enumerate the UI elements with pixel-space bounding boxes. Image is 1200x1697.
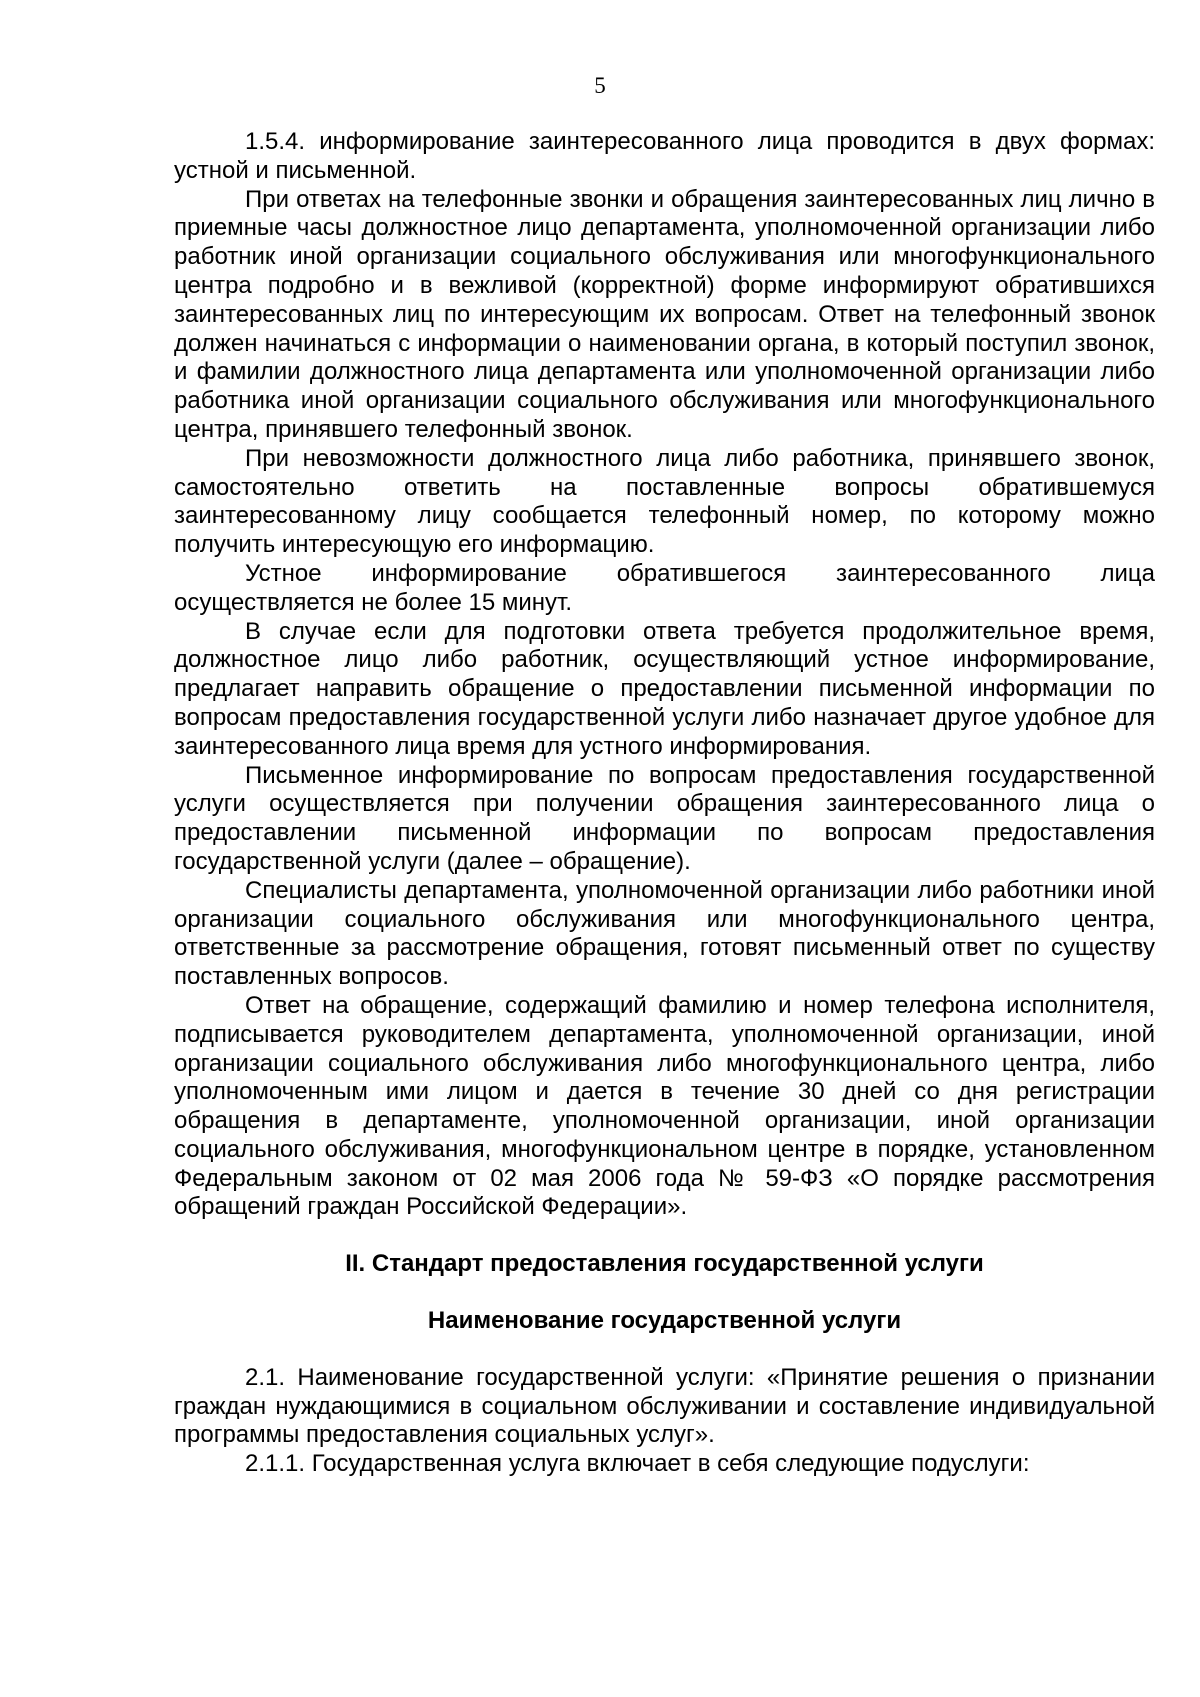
paragraph-2-1-1: 2.1.1. Государственная услуга включает в себя следующие подуслуги: (245, 1450, 1030, 1478)
paragraph-1-5-4: 1.5.4. информирование заинтересованного лица проводится в двух формах: устной и письменной. (174, 128, 1155, 184)
subsection-heading: Наименование государственной услуги (427, 1307, 902, 1335)
paragraph-written-info: Письменное информирование по вопросам предоставления государственной услуги осуществляется при получении обращения заинтересованного лица о предоставлении письменной информации по вопросам предоставления государственной услуги (далее – обращение). (174, 761, 1155, 875)
paragraph-oral-duration: Устное информирование обратившегося заинтересованного лица осуществляется не более 15 минут. (174, 559, 1155, 616)
paragraph-phone-answers: При ответах на телефонные звонки и обращения заинтересованных лиц лично в приемные часы должностное лицо департамента, уполномоченной организации либо работник иной организации социального обслуживания или многофункционального центра подробно и в вежливой (корректной) форме информируют обратившихся заинтересованных лиц по интересующим их вопросам. Ответ на телефонный звонок должен начинаться с информации о наименовании органа, в который поступил звонок, и фамилии должностного лица департамента или уполномоченной организации либо работника иной организации социального обслуживания или многофункционального центра, принявшего телефонный звонок. (174, 185, 1155, 443)
paragraph-specialists: Специалисты департамента, уполномоченной организации либо работники иной организации социального обслуживания или многофункционального центра, ответственные за рассмотрение обращения, готовят письменный ответ по существу поставленных вопросов. (174, 876, 1155, 991)
paragraph-answer-signing: Ответ на обращение, содержащий фамилию и номер телефона исполнителя, подписывается руководителем департамента, уполномоченной организации, иной организации социального обслуживания либо многофункционального центра, либо уполномоченным ими лицом и дается в течение 30 дней со дня регистрации обращения в департаменте, уполномоченной организации, иной организации социального обслуживания, многофункциональном центре в порядке, установленном Федеральным законом от 02 мая 2006 года № 59-ФЗ «О порядке рассмотрения обращений граждан Российской Федерации». (174, 991, 1155, 1221)
paragraph-inability-to-answer: При невозможности должностного лица либо работника, принявшего звонок, самостоятельно ответить на поставленные вопросы обратившемуся заинтересованному лицу сообщается телефонный номер, по которому можно получить интересующую его информацию. (174, 444, 1155, 559)
section-heading: II. Стандарт предоставления государственной услуги (345, 1250, 984, 1278)
page-number: 5 (594, 73, 606, 98)
paragraph-long-preparation: В случае если для подготовки ответа требуется продолжительное время, должностное лицо либо работник, осуществляющий устное информирование, предлагает направить обращение о предоставлении письменной информации по вопросам предоставления государственной услуги либо назначает другое удобное для заинтересованного лица время для устного информирования. (174, 617, 1155, 760)
document-body (174, 128, 1155, 1479)
paragraph-2-1: 2.1. Наименование государственной услуги: «Принятие решения о признании граждан нуждающимися в социальном обслуживании и составление индивидуальной программы предоставления социальных услуг». (174, 1363, 1155, 1449)
